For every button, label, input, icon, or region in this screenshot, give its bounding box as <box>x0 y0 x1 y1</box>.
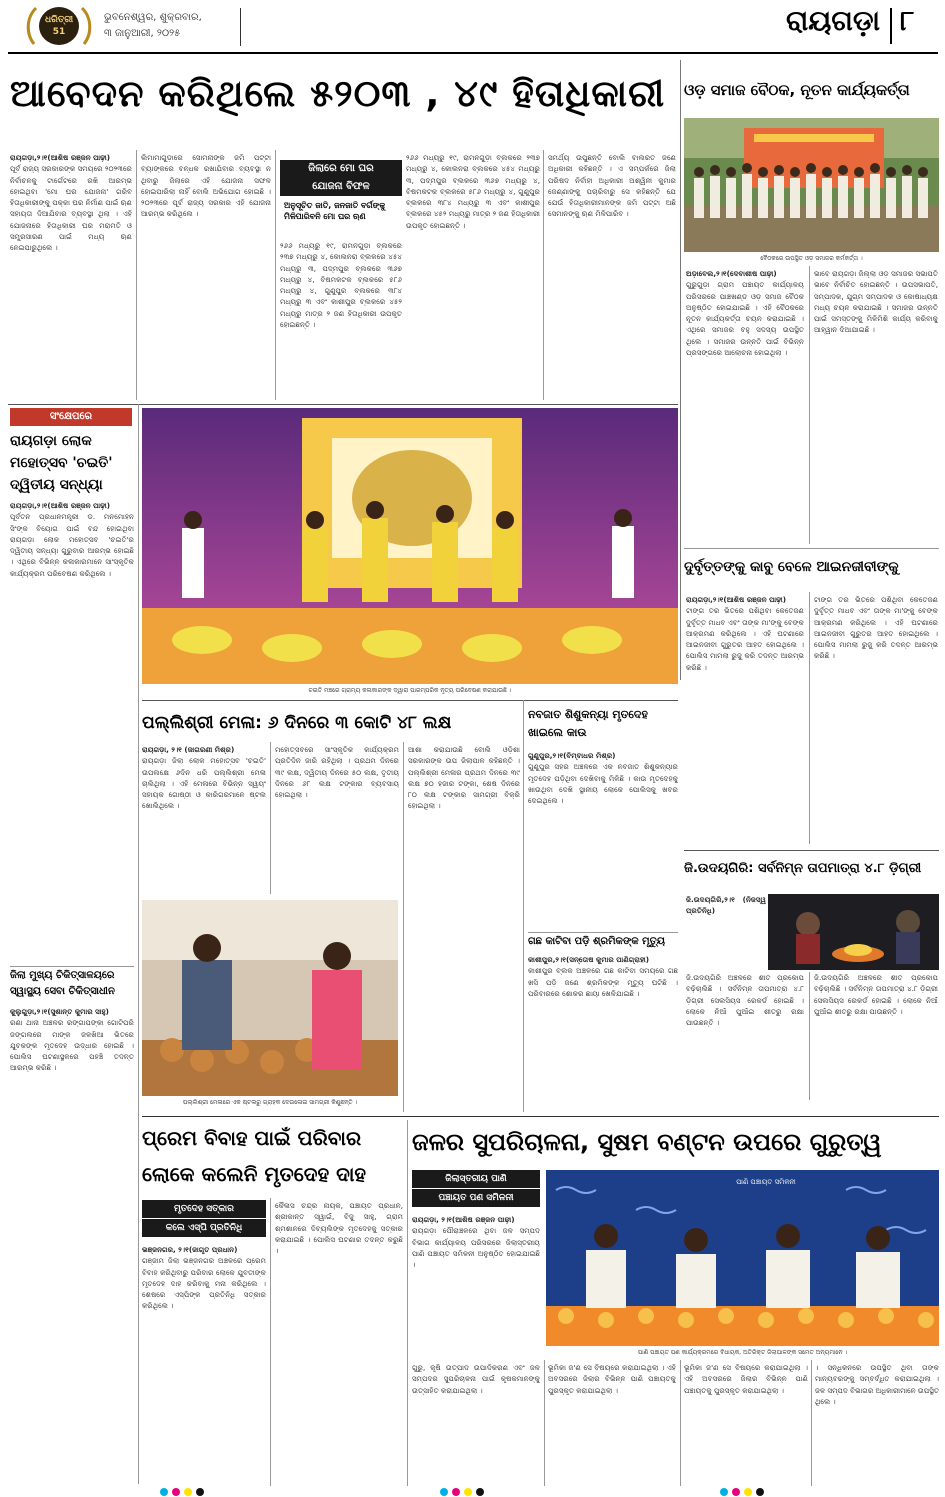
udayagiri-text: ଜି.ଉଦୟଗିରି ଅଞ୍ଚଳରେ ଶୀତ ପ୍ରକୋପ ବଢ଼ିଚାଲିଛି । ସର୍ବନିମ୍ନ ତାପମାତ୍ରା ୪.୮ ଡ଼ିଗ୍ରୀ ସେଲସିୟସ ରେକର୍ଡ ହୋଇଛି । ଲୋକେ ନିଆଁ ପୁଆଁଇ ଶୀତରୁ ରକ୍ଷା ପାଉଛନ୍ତି । <box>686 973 804 1028</box>
water-headline: ଜଳର ସୁପରିଚାଳନା, ସୁଷମ ବଣ୍ଟନ ଉପରେ ଗୁରୁତ୍ୱ <box>412 1128 882 1156</box>
registration-mark <box>172 1488 180 1496</box>
worker-death-body <box>528 954 678 1112</box>
footer-bar <box>0 1487 945 1497</box>
youth-death-dateline: କୁଲୁଗୁଡ଼ା,୨।୧(ସୁଶାନ୍ତ କୁମାର ସାହୁ) <box>10 1007 109 1016</box>
pallishree-caption: ପଲ୍ଲିଶ୍ରୀ ମେଳାରେ ଏକ ଷ୍ଟଲରୁ ଗ୍ରାହକ ଦେଉଳୋଇ ସାମଗ୍ରୀ କିଣୁଛନ୍ତି । <box>182 1099 358 1106</box>
chaiti-body <box>10 500 134 960</box>
pallishree-photo <box>142 900 398 1096</box>
love-box-label1: ମୃତଦେହ ସତ୍କାର <box>142 1200 266 1218</box>
odsamaj-body <box>686 268 804 544</box>
masthead-date: ୩ ଜାନୁଆରୀ, ୨୦୨୫ <box>104 28 181 39</box>
lead-box-label1: ଜିଲାରେ ମୋ ଘର <box>280 160 402 178</box>
chaiti-headline: ରାୟଗଡ଼ା ଲୋକ ମହୋତ୍ସବ 'ଚଇତି' ଦ୍ୱିତୀୟ ସନ୍ଧ୍ୟା <box>10 433 113 493</box>
lead-dateline: ରାୟଗଡ଼ା,୨।୧(ଆଶିଷ ରଞ୍ଜନ ପାଢ଼ୀ) <box>10 153 111 162</box>
worker-death-headline: ଗଛ କାଟିବା ପଡ଼ି ଶ୍ରମିକଙ୍କ ମୃତ୍ୟୁ <box>528 936 665 947</box>
water-caption: ପାଣି ପଞ୍ଚାୟତ ପଣ କାର୍ଯ୍ୟକ୍ରମରେ ବିଧାୟକ, ଅତିରିକ୍ତ ଜିଲାପାଳଙ୍କ ସମେତ ଅନ୍ୟମାନେ । <box>637 1349 848 1356</box>
love-box <box>142 1200 266 1240</box>
registration-mark <box>744 1488 752 1496</box>
odsamaj-headline: ଓଡ଼ ସମାଜ ବୈଠକ, ନୂତନ କାର୍ଯ୍ୟକର୍ତ୍ତା <box>684 81 910 99</box>
lead-body-col3: ୨୬୬ ମଧ୍ୟରୁ ୧୯, ରାମନଗୁଡ଼ା ବ୍ଲକରେ ୨୩୭ ମଧ୍ୟରୁ ୪, କୋଲନରା ବ୍ଲକରେ ୪୫୪ ମଧ୍ୟରୁ ୩, ପଦ୍ମପୁର ବ୍ଲକରେ ୩୬୭ ମଧ୍ୟରୁ ୪, ବିଷମକଟକ ବ୍ଲକରେ ୫୮୬ ମଧ୍ୟରୁ ୪, ଗୁଣୁପୁର ବ୍ଲକରେ ୩୮୪ ମଧ୍ୟରୁ ୩ ଏବଂ କାଶୀପୁର ବ୍ଲକରେ ୪୫୨ ମଧ୍ୟରୁ ମାତ୍ର ୨ ଜଣ ହିତାଧିକାରୀ ଉପକୃତ ହୋଇଛନ୍ତି । <box>280 241 402 330</box>
lead-col1-text: ପୂର୍ବ ରାଜ୍ୟ ସରକାରଙ୍କ ସମୟରେ ୨୦୨୩ରେ ନିର୍ବାଚନକୁ ଟାର୍ଗେଟରେ ରଖି ଆରମ୍ଭ ହୋଇଥିବା 'ମୋ ଘର ଯୋଜନା' ଗରିବ ହିତାଧିକାରୀଙ୍କୁ ପକ୍କା ଘର ନିର୍ମାଣ ପାଇଁ ଋଣ ସହାୟତା ଦିଆଯିବାର ବ୍ୟବସ୍ଥା ଥିଲା । ଏହି ଯୋଜନାରେ ହିତାଧିକାରୀ ଘର ମରାମତି ଓ ସମ୍ପ୍ରସାରଣ ପାଇଁ ମଧ୍ୟ ଋଣ ନେଇପାରୁଥିଲେ । <box>10 164 132 253</box>
odsamaj-dateline: ଅଡ଼ାବେଲ,୨।୧(ଦେବାଶୀଷ ପାଢ଼ୀ) <box>686 269 777 278</box>
lead-bullet: ଅନୁସୂଚିତ ଜାତି, ଜନଜାତି ବର୍ଗଙ୍କୁ ମିଳିପାରିବନି ମୋ ଘର ଋଣ <box>284 201 386 221</box>
registration-mark <box>720 1488 728 1496</box>
udayagiri-photo <box>768 894 939 970</box>
stage-photo <box>142 408 678 684</box>
odsamaj-body2: ଭାବେ ରାୟଗଡ଼ା ଜିଲ୍ଲା ଓଡ଼ ସମାଜର ସଭାପତି ଭାବେ ନିର୍ବାଚିତ ହୋଇଛନ୍ତି । ଉପସଭାପତି, ସମ୍ପାଦକ, ଯୁଗ୍ମ ସମ୍ପାଦକ ଓ କୋଷାଧ୍ୟକ୍ଷ ମଧ୍ୟ ଚୟନ କରାଯାଇଛି । ସମାଜର ଉନ୍ନତି ପାଇଁ ସମସ୍ତଙ୍କୁ ମିଳିମିଶି କାର୍ଯ୍ୟ କରିବାକୁ ଆହ୍ୱାନ ଦିଆଯାଇଛି । <box>814 269 938 335</box>
registration-mark <box>160 1488 168 1496</box>
water-box-label1: ଜିଲାସ୍ତରୀୟ ପାଣି <box>412 1170 540 1188</box>
attack-body2: ଟାଙ୍ଗ ତର ଭିତରେ ପଶିଥିବା କେତେଜଣ ଦୁର୍ବୃତ୍ତ ମାଧବ ଏବଂ ତାଙ୍କ ମା'ଙ୍କୁ ବେଙ୍କ ଆକ୍ରମଣ କରିଥିଲେ । ଏହି ଘଟଣାରେ ଆଇନଜୀବୀ ଗୁରୁତର ଆହତ ହୋଇଥିଲେ । ପୋଲିସ ମାମଲା ରୁଜୁ କରି ତଦନ୍ତ ଆରମ୍ଭ କରିଛି । <box>814 595 938 661</box>
love-body2: କୈଳାସ ଚନ୍ଦ୍ର ନାୟକ, ପଞ୍ଚାୟତ ପ୍ରଧାନ, ଶ୍ରୀକାନ୍ତ ସ୍ୱାଇଁ, ବିଜୁ ସାହୁ, ଗ୍ରାମ ଶ୍ମଶାନରେ ଦିବ୍ୟଲିଙ୍କ ମୃତଦେହକୁ ସତ୍କାର କରାଯାଇଛି । ପୋଲିସ ଘଟଣାର ତଦନ୍ତ କରୁଛି । <box>275 1201 403 1256</box>
infant-dateline: ଗୁଣୁପୁର,୨।୧(ବିମ୍ବାଧର ମିଶ୍ର) <box>528 751 616 760</box>
water-banner: ପାଣି ପଞ୍ଚାୟତ ସମିଳନୀ <box>736 1178 796 1186</box>
lead-body-col2: ଲିମାମାଗୁଡ଼ାରେ ସୋମନାଙ୍କ ଜମି ପଟ୍ଟା ବ୍ୟାଙ୍କରେ ବନ୍ଧକ ରଖାଯିବାର ବ୍ୟବସ୍ଥା ନ ଥିବାରୁ ଜିଲାରେ ଏହି ଯୋଜନା ସଫଳ ହୋଇପାରିଲା ନାହିଁ ବୋଲି ଅଭିଯୋଗ ହୋଇଛି । ୨୦୨୩ରେ ପୂର୍ବ ରାଜ୍ୟ ସରକାର ଏହି ଯୋଜନା ଆରମ୍ଭ କରିଥିଲେ । <box>141 153 271 219</box>
pallishree-headline: ପଲ୍ଲିଶ୍ରୀ ମେଳା: ୬ ଦିନରେ ୩ କୋଟି ୪୮ ଲକ୍ଷ <box>142 713 452 733</box>
masthead <box>0 0 945 52</box>
pallishree-body2: ମହୋତ୍ସବରେ ସାଂସ୍କୃତିକ କାର୍ଯ୍ୟକ୍ରମ ପ୍ରତିଦିନ ଜାରି ରହିଥିଲା । ପ୍ରଥମ ଦିନରେ ୩୯ ଲକ୍ଷ, ଦ୍ୱିତୀୟ ଦିନରେ ୫୦ ଲକ୍ଷ, ତୃତୀୟ ଦିନରେ ୬୮ ଲକ୍ଷ ଟଙ୍କାର ବ୍ୟବସାୟ ହୋଇଥିଲା । <box>275 745 399 800</box>
water-dateline: ରାୟଗଡ଼ା, ୨।୧(ଆଶିଷ ରଞ୍ଜନ ପାଢ଼ୀ) <box>412 1215 515 1224</box>
registration-mark <box>452 1488 460 1496</box>
love-box-label2: କଲେ ଏସ୍‌ପି ପ୍ରତିନିଧି <box>142 1219 266 1237</box>
water-box-label2: ପଞ୍ଚାୟତ ପଣ ସମିଳନୀ <box>412 1189 540 1207</box>
love-headline: ପ୍ରେମ ବିବାହ ପାଇଁ ପରିବାର ଲୋକେ କଲେନି ମୃତଦେହ ଦାହ <box>142 1126 367 1186</box>
dance-photo <box>142 408 678 684</box>
dance-caption: ଚଇତି ମଞ୍ଚରେ ଗ୍ରାମ୍ୟ କଳାକାରଙ୍କ ଦ୍ୱାରା ପାରମ୍ପରିକ ନୃତ୍ୟ ପରିବେଷଣ କରାଯାଉଛି । <box>308 687 512 694</box>
pallishree-body1 <box>142 744 266 894</box>
udayagiri-dateline: ଜି.ଉଦୟଗିରି,୨।୧ (ନିଜସ୍ୱ ପ୍ରତିନିଧି) <box>686 895 766 916</box>
group-photo <box>684 118 939 252</box>
love-col1: ଗଞ୍ଜାମ ଜିଲା ଭଞ୍ଜନଗର ଅଞ୍ଚଳରେ ପ୍ରେମ ବିବାହ କରିଥିବାରୁ ପରିବାର ଲୋକେ ଯୁବତୀଙ୍କ ମୃତଦେହ ଦାହ କରିବାକୁ ମନା କରିଥିଲେ । ଶେଷରେ ଏସ୍‌ପିଙ୍କ ପ୍ରତିନିଧି ସତ୍କାର କରିଥିଲେ । <box>142 1256 266 1311</box>
youth-death-body <box>10 1006 134 1486</box>
registration-mark <box>476 1488 484 1496</box>
water-body3: ଭୂମିକା ଜ'ଣ ସେ ବିଷୟରେ କରାଯାଇଥିଲା । ଏହି ଅବସରରେ ଜିଲାର ବିଭିନ୍ନ ପାଣି ପଞ୍ଚାୟତକୁ ପୁରସ୍କୃତ କରାଯାଇଥିଲା । <box>684 1363 808 1395</box>
pallishree-col1: ରାୟଗଡ଼ା ଜିଲା ଲୋକ ମହୋତ୍ସବ 'ଚଇତି' ଉପଲକ୍ଷେ ୬ଦିନ ଧରି ପଲ୍ଲିଶ୍ରୀ ମେଳା ଚାଲିଥିଲା । ଏହି ମେଳାରେ ବିଭିନ୍ନ ସ୍ୱୟଂ ସହାୟକ ଗୋଷ୍ଠୀ ଓ କାରିଗରମାନେ ଷ୍ଟଲ ଖୋଲିଥିଲେ । <box>142 756 266 811</box>
chaiti-text: ପୂର୍ବତନ ପ୍ରଧାନମନ୍ତ୍ରୀ ଡ. ମନମୋହନ ସିଂଙ୍କ ବିୟୋଗ ପାଇଁ ବନ୍ଦ ହୋଇଥିବା ରାୟଗଡ଼ା ଲୋକ ମହୋତ୍ସବ 'ଚଇତି'ର ଦ୍ୱିତୀୟ ସନ୍ଧ୍ୟା ଗୁରୁବାର ଆରମ୍ଭ ହୋଇଛି । ଏଥିରେ ବିଭିନ୍ନ କଳାକାରମାନେ ସାଂସ୍କୃତିକ କାର୍ଯ୍ୟକ୍ରମ ପରିବେଷଣ କରିଥିଲେ । <box>10 512 134 578</box>
pallishree-body3: ଆଶା କରାଯାଉଛି ବୋଲି ଓଡ଼ିଶା ସରକାରଙ୍କ ଉପ ଜିଲାପାଳ କହିଛନ୍ତି । ପଲ୍ଲିଶ୍ରୀ ମେଳାର ପ୍ରଥମ ଦିନରେ ୩୯ ଲକ୍ଷ ୭୦ ହଜାର ଟଙ୍କା, ଶେଷ ଦିନରେ ୮୦ ଲକ୍ଷ ଟଙ୍କାର ସାମଗ୍ରୀ ବିକ୍ରି ହୋଇଥିଲା । <box>408 745 520 811</box>
registration-mark <box>464 1488 472 1496</box>
attack-text: ଟାଙ୍ଗ ତର ଭିତରେ ପଶିଥିବା କେତେଜଣ ଦୁର୍ବୃତ୍ତ ମାଧବ ଏବଂ ତାଙ୍କ ମା'ଙ୍କୁ ବେଙ୍କ ଆକ୍ରମଣ କରିଥିଲେ । ଏହି ଘଟଣାରେ ଆଇନଜୀବୀ ଗୁରୁତର ଆହତ ହୋଇଥିଲେ । ପୋଲିସ ମାମଲା ରୁଜୁ କରି ତଦନ୍ତ ଆରମ୍ଭ କରିଛି । <box>686 606 804 672</box>
odsamaj-caption: ବୈଠକରେ ଉପସ୍ଥିତ ଓଡ଼ ସମାଜର କର୍ମକର୍ତ୍ତା । <box>760 255 863 262</box>
registration-mark <box>440 1488 448 1496</box>
bonfire-photo <box>768 894 939 970</box>
water-body1: ଗୁରୁ, କୃଷି ଉତ୍ପାଦ ଉପାଦିକରଣ ଏବଂ ଜଳ ସମ୍ପଦର ସୁପରିଚାଳନା ପାଇଁ କୃଷକମାନଙ୍କୁ ଉତ୍ସାହିତ କରାଯାଇଥିଲା । <box>412 1363 540 1395</box>
udayagiri-headline: ଜି.ଉଦୟଗିରି: ସର୍ବନିମ୍ନ ତାପମାତ୍ରା ୪.୮ ଡ଼ିଗ୍ରୀ <box>684 861 922 876</box>
infant-body <box>528 750 678 930</box>
lead-box-label2: ଯୋଜନା ବିଫଳ <box>280 178 402 196</box>
logo-text: ଧରିତ୍ରୀ 51 <box>44 15 74 37</box>
water-text: ରାୟଗଡ଼ା ପୌରାଞ୍ଚଳରେ ଥିବା ଜଳ ସମ୍ପଦ ବିଭାଗ କାର୍ଯ୍ୟାଳୟ ପରିସରରେ ଜିଲାସ୍ତରୀୟ ପାଣି ପଞ୍ଚାୟତ ସମିଳନୀ ଅନୁଷ୍ଠିତ ହୋଇଯାଇଛି । <box>412 1226 540 1270</box>
lead-subbox <box>280 160 402 230</box>
lead-body-col3b: ୨୬୬ ମଧ୍ୟରୁ ୧୯, ରାମନଗୁଡ଼ା ବ୍ଲକରେ ୨୩୭ ମଧ୍ୟରୁ ୪, କୋଲନରା ବ୍ଲକରେ ୪୫୪ ମଧ୍ୟରୁ ୩, ପଦ୍ମପୁର ବ୍ଲକରେ ୩୬୭ ମଧ୍ୟରୁ ୪, ବିଷମକଟକ ବ୍ଲକରେ ୫୮୬ ମଧ୍ୟରୁ ୪, ଗୁଣୁପୁର ବ୍ଲକରେ ୩୮୪ ମଧ୍ୟରୁ ୩ ଏବଂ କାଶୀପୁର ବ୍ଲକରେ ୪୫୨ ମଧ୍ୟରୁ ମାତ୍ର ୨ ଜଣ ହିତାଧିକାରୀ ଉପକୃତ ହୋଇଛନ୍ତି । <box>406 153 540 230</box>
love-body1 <box>142 1244 266 1486</box>
udayagiri-body-top <box>686 894 766 954</box>
meeting-photo <box>546 1170 939 1346</box>
registration-mark <box>196 1488 204 1496</box>
lead-body-col4: ସମର୍ଥ୍ୟ ଉପୁଛନ୍ତି ବୋଲି ବାଲରତ ଜଣେ ଅଧିକାରୀ କହିଛନ୍ତି । ଏ ସମ୍ପର୍କରେ ଜିଲା ପରିଷଦ ନିର୍ବାହୀ ଅଧିକାରୀ ଅଶ୍ୱିନୀ କୁମାର ଜେଣ୍ଣାଙ୍କୁ ପଚାରିବାରୁ ସେ କହିଛନ୍ତି ଯେ ଯେଉଁ ହିତାଧିକାରୀମାନଙ୍କ ଜମି ପଟ୍ଟା ଅଛି ସେମାନଙ୍କୁ ଋଣ ମିଳିପାରିବ । <box>548 153 676 219</box>
infant-headline: ନବଜାତ ଶିଶୁକନ୍ୟା ମୃତଦେହ ଖାଇଲେ କାଉ <box>528 708 648 739</box>
lead-headline: ଆବେଦନ କରିଥିଲେ ୫୨୦୩ , ୪୯ ହିତାଧିକାରୀ <box>10 72 666 115</box>
chaiti-tag: ସଂକ୍ଷେପରେ <box>10 408 132 426</box>
anniversary-logo <box>24 4 94 48</box>
attack-body <box>686 594 804 844</box>
registration-mark <box>184 1488 192 1496</box>
water-body-top <box>412 1214 540 1350</box>
page-number: ୮ <box>900 4 915 37</box>
chaiti-dateline: ରାୟଗଡ଼ା,୨।୧(ଆଶିଷ ରଞ୍ଜନ ପାଢ଼ୀ) <box>10 501 111 510</box>
lead-body-col1 <box>10 152 132 402</box>
registration-mark <box>756 1488 764 1496</box>
market-photo <box>142 900 398 1096</box>
youth-death-headline: ଜିଲା ମୁଖ୍ୟ ଚିକିତ୍ସାଳୟରେ ସ୍ୱାସ୍ଥ୍ୟ ସେବା ଚିକିତ୍ସାଧୀନ <box>10 970 115 997</box>
love-dateline: ଭଞ୍ଜନଗର, ୨।୧(ଜାଗୃତ ପ୍ରଧାନ) <box>142 1245 238 1254</box>
registration-mark <box>732 1488 740 1496</box>
worker-death-text: କାଶୀପୁର ବ୍ଲକ ଅଞ୍ଚଳରେ ଗଛ କାଟିବା ସମୟରେ ଗଛ ଖସି ପଡ଼ି ଜଣେ ଶ୍ରମିକଙ୍କ ମୃତ୍ୟୁ ଘଟିଛି । ପରିବାରରେ ଶୋକର ଛାୟା ଖେଳିଯାଇଛି । <box>528 966 678 998</box>
udayagiri-body <box>686 972 804 1100</box>
water-photo <box>546 1170 939 1346</box>
water-body4: । ସନ୍ଧିକନରେ ଉପସ୍ଥିତ ଥିବା ତାଙ୍କ ମାନ୍ୟବରଙ୍କୁ ସମ୍ବର୍ଦ୍ଧିତ କରାଯାଇଥିଲା । ଜଳ ସମ୍ପଦ ବିଭାଗର ଅଧିକାରୀମାନେ ଉପସ୍ଥିତ ଥିଲେ । <box>815 1363 939 1406</box>
odsamaj-photo <box>684 118 939 252</box>
youth-death-text: ରଣା ଥାନା ଅଞ୍ଚଳର ରଙ୍ଗାପଙ୍କା ଗୋଟିପରି ଜଙ୍ଗଲରେ ମାଙ୍କ ଜଳଖିଆ ଭିତରେ ଯୁବକଙ୍କ ମୃତଦେହ ଉଦ୍ଧାର ହୋଇଛି । ପୋଲିସ ଘଟଣାସ୍ଥଳରେ ପହଞ୍ଚି ତଦନ୍ତ ଆରମ୍ଭ କରିଛି । <box>10 1018 134 1073</box>
water-box <box>412 1170 540 1210</box>
section-name: ରାୟଗଡ଼ା <box>786 4 880 37</box>
worker-death-dateline: କାଶୀପୁର,୨।୧(ସନ୍ତୋଷ କୁମାର ପାଣିଗ୍ରାହୀ) <box>528 955 650 964</box>
infant-text: ଗୁଣୁପୁର ସହର ଅଞ୍ଚଳରେ ଏକ ନବଜାତ ଶିଶୁକନ୍ୟାର ମୃତଦେହ ପଡ଼ିଥିବା ଦେଖିବାକୁ ମିଳିଛି । କାଉ ମୃତଦେହକୁ ଖାଉଥିବା ଦେଖି ସ୍ଥାନୀୟ ଲୋକେ ପୋଲିସକୁ ଖବର ଦେଇଥିଲେ । <box>528 762 678 806</box>
masthead-city: ଭୁବନେଶ୍ୱର, ଶୁକ୍ରବାର, <box>104 12 202 23</box>
udayagiri-body2: ଜି.ଉଦୟଗିରି ଅଞ୍ଚଳରେ ଶୀତ ପ୍ରକୋପ ବଢ଼ିଚାଲିଛି । ସର୍ବନିମ୍ନ ତାପମାତ୍ରା ୪.୮ ଡ଼ିଗ୍ରୀ ସେଲସିୟସ ରେକର୍ଡ ହୋଇଛି । ଲୋକେ ନିଆଁ ପୁଆଁଇ ଶୀତରୁ ରକ୍ଷା ପାଉଛନ୍ତି । <box>814 973 938 1016</box>
attack-dateline: ରାୟଗଡ଼ା,୨।୧(ଆଶିଷ ରଞ୍ଜନ ପାଢ଼ୀ) <box>686 595 787 604</box>
odsamaj-text: ଗୁରୁଗୁଡ଼ା ଗ୍ରାମ ପଞ୍ଚାୟତ କାର୍ଯ୍ୟାଳୟ ପରିସରରେ ପାଞ୍ଚଖଣ୍ଡ ଓଡ଼ ସମାଜ ବୈଠକ ଅନୁଷ୍ଠିତ ହୋଇଯାଇଛି । ଏହି ବୈଠକରେ ନୂତନ କାର୍ଯ୍ୟକର୍ତ୍ତା ଚୟନ କରାଯାଇଛି । ଏଥିରେ ସମାଜର ବହୁ ସଦସ୍ୟ ଉପସ୍ଥିତ ଥିଲେ । ସମାଜର ଉନ୍ନତି ପାଇଁ ବିଭିନ୍ନ ପ୍ରସଙ୍ଗରେ ଆଲୋଚନା ହୋଇଥିଲା । <box>686 280 804 358</box>
attack-headline: ଦୁର୍ବୃତ୍ତଙ୍କୁ କାବୁ ବେଳେ ଆଇନଜୀବୀଙ୍କୁ <box>684 559 899 575</box>
pallishree-dateline: ରାୟଗଡ଼ା, ୨।୧ (ଜାଗରଣୀ ମିଶ୍ର) <box>142 745 235 754</box>
water-body2: ଭୂମିକା ଜ'ଣ ସେ ବିଷୟରେ କରାଯାଇଥିଲା । ଏହି ଅବସରରେ ଜିଲାର ବିଭିନ୍ନ ପାଣି ପଞ୍ଚାୟତକୁ ପୁରସ୍କୃତ କରାଯାଇଥିଲା । <box>548 1363 676 1395</box>
